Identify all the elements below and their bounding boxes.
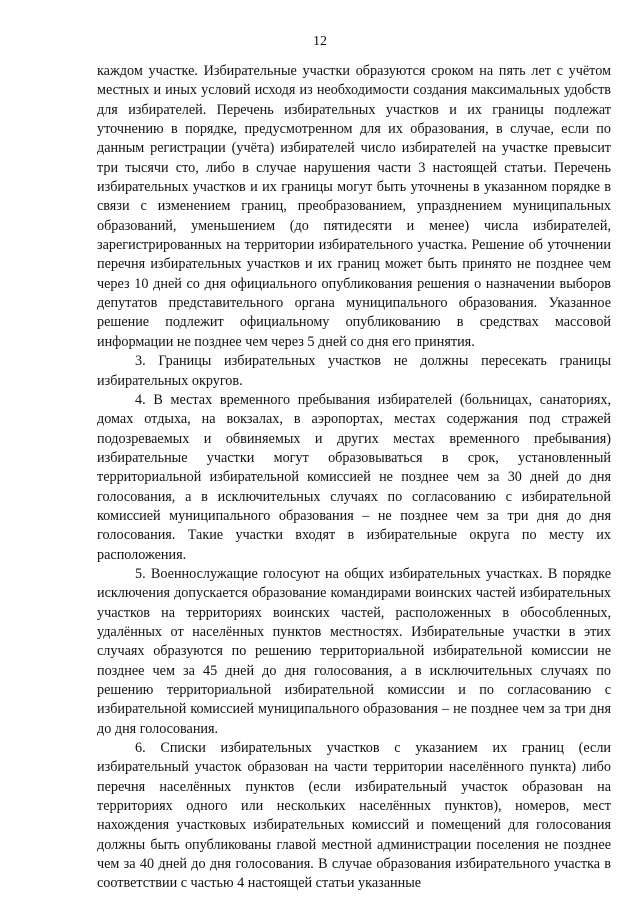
page-number: 12	[313, 34, 327, 49]
page-body	[97, 62, 611, 894]
paragraph-item-5: 5. Военнослужащие голосуют на общих избирательных участках. В порядке исключения допускается образование командирами воинских частей избирательных участков на территориях воинских частей, расположенных в обособленных, удалённых от населённых пунктов местностях. Избирательные участки в этих случаях образуются по решению территориальной избирательной комиссии не позднее чем за 45 дней до дня голосования, а в исключительных случаях по решению территориальной избирательной комиссии и по согласованию с избирательной комиссией муниципального образования – не позднее чем за три дня до дня голосования.	[97, 565, 611, 737]
paragraph-continuation: каждом участке. Избирательные участки образуются сроком на пять лет с учётом местных и иных условий исходя из необходимости создания максимальных удобств для избирателей. Перечень избирательных участков и их границы подлежат уточнению в порядке, предусмотренном для их образования, в случае, если по данным регистрации (учёта) избирателей число избирателей на участке превысит три тысячи сто, либо в случае нарушения части 3 настоящей статьи. Перечень избирательных участков и их границы могут быть уточнены в указанном порядке в связи с изменением границ, преобразованием, упразднением муниципальных образований, уменьшением (до пятидесяти и менее) числа избирателей, зарегистрированных на территории избирательного участка. Решение об уточнении перечня избирательных участков и их границ может быть принято не позднее чем через 10 дней со дня официального опубликования решения о назначении выборов депутатов представительного органа муниципального образования. Указанное решение подлежит официальному опубликованию в средствах массовой информации не позднее чем через 5 дней со дня его принятия.	[97, 63, 611, 350]
paragraph-item-4: 4. В местах временного пребывания избирателей (больницах, санаториях, домах отдыха, на вокзалах, в аэропортах, местах содержания под стражей подозреваемых и обвиняемых и других местах временного пребывания) избирательные участки могут образовываться в срок, установленный территориальной избирательной комиссией не позднее чем за 30 дней до дня голосования, а в исключительных случаях по согласованию с избирательной комиссией муниципального образования – не позднее чем за три дня до дня голосования. Такие участки входят в избирательные округа по месту их расположения.	[97, 391, 611, 563]
paragraph-item-3: 3. Границы избирательных участков не должны пересекать границы избирательных округов.	[97, 353, 611, 389]
paragraph-item-6: 6. Списки избирательных участков с указанием их границ (если избирательный участок образован на части территории населённого пункта) либо перечня населённых пунктов (если избирательный участок образован на территориях одного или нескольких населённых пунктов), номеров, мест нахождения участковых избирательных комиссий и помещений для голосования должны быть опубликованы главой местной администрации поселения не позднее чем за 40 дней до дня голосования. В случае образования избирательного участка в соответствии с частью 4 настоящей статьи указанные	[97, 740, 611, 892]
